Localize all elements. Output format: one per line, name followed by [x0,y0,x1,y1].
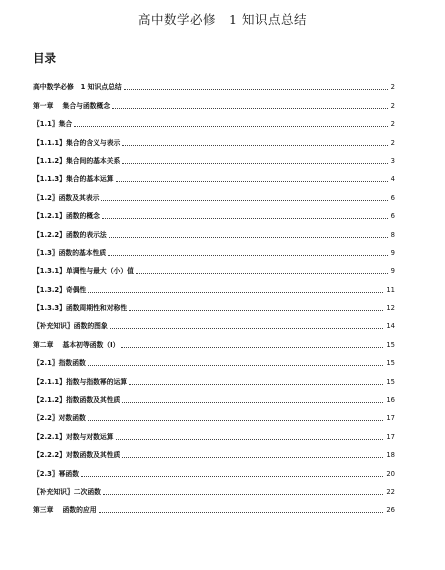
toc-leader-dots [81,475,383,477]
toc-page-number: 3 [390,156,395,165]
toc-page-number: 26 [386,506,395,515]
toc-leader-dots [122,162,387,164]
toc-entry-text: 第一章 集合与函数概念 [33,101,111,110]
toc-page-number: 15 [386,359,395,368]
toc-entry[interactable] [33,312,395,330]
toc-page-number: 2 [390,138,395,147]
toc-leader-dots [116,438,384,440]
toc-entry[interactable] [33,257,395,275]
toc-page-number: 18 [386,451,395,460]
toc-entry-text: 〖2.2〗对数函数 [33,414,86,423]
toc-entry[interactable] [33,404,395,422]
toc-leader-dots [109,236,388,238]
toc-entry[interactable] [33,165,395,183]
toc-entry[interactable] [33,128,395,146]
toc-page-number: 9 [390,267,395,276]
toc-entry-text: 【2.2.1】对数与对数运算 [33,432,114,441]
toc-entry-text: 〖2.3〗幂函数 [33,469,80,478]
toc-leader-dots [74,125,387,127]
toc-page-number: 15 [386,377,395,386]
toc-leader-dots [116,180,388,182]
toc-leader-dots [99,511,384,513]
toc-entry-text: 〖1.1〗集合 [33,120,73,129]
toc-leader-dots [124,88,388,90]
toc-page-number: 2 [390,101,395,110]
toc-leader-dots [129,383,383,385]
toc-leader-dots [129,309,383,311]
toc-entry-text: 【1.1.1】集合的含义与表示 [33,138,121,147]
toc-leader-dots [122,144,387,146]
toc-entry-text: 〖1.3〗函数的基本性质 [33,248,107,257]
toc-entry-text: 〖补充知识〗二次函数 [33,487,101,496]
toc-entry-text: 【1.2.1】函数的概念 [33,212,100,221]
toc-entry[interactable] [33,349,395,367]
toc-entry[interactable] [33,239,395,257]
toc-page-number: 14 [386,322,395,331]
toc-entry-text: 高中数学必修 1 知识点总结 [33,83,122,92]
toc-entry[interactable] [33,367,395,385]
toc-page-number: 16 [386,396,395,405]
toc-entry-text: 〖补充知识〗函数的图象 [33,322,108,331]
toc-page-number: 17 [386,414,395,423]
document-title: 高中数学必修 1 知识点总结 [138,12,307,27]
toc-entry-text: 〖2.1〗指数函数 [33,359,86,368]
toc-entry[interactable] [33,275,395,293]
toc-leader-dots [110,327,384,329]
toc-leader-dots [136,272,388,274]
toc-leader-dots [103,493,383,495]
toc-entry-text: 〖1.2〗函数及其表示 [33,193,100,202]
toc-entry-text: 【1.1.3】集合的基本运算 [33,175,114,184]
toc-page-number: 2 [390,120,395,129]
toc-entry-text: 【1.3.3】函数周期性和对称性 [33,304,128,313]
toc-leader-dots [102,217,388,219]
toc-page-number: 6 [390,212,395,221]
toc-entry-text: 第二章 基本初等函数（Ⅰ） [33,340,120,349]
toc-entry[interactable] [33,386,395,404]
toc-leader-dots [101,199,387,201]
toc-page-number: 2 [390,83,395,92]
toc-entry[interactable] [33,330,395,348]
toc-entry[interactable] [33,91,395,109]
toc-leader-dots [88,291,383,293]
toc-entry[interactable] [33,202,395,220]
toc-leader-dots [112,107,388,109]
toc-entry[interactable] [33,110,395,128]
toc-entry[interactable] [33,220,395,238]
toc-entry-text: 【1.1.2】集合间的基本关系 [33,156,121,165]
toc-page-number: 12 [386,304,395,313]
toc-entry[interactable] [33,478,395,496]
toc-leader-dots [88,419,384,421]
toc-entry-text: 【2.1.1】指数与指数幂的运算 [33,377,128,386]
toc-entry[interactable] [33,183,395,201]
toc-page-number: 8 [390,230,395,239]
toc-page-number: 4 [390,175,395,184]
toc-entry-text: 【1.3.2】奇偶性 [33,285,87,294]
toc-page-number: 20 [386,469,395,478]
toc-entry-text: 【1.2.2】函数的表示法 [33,230,107,239]
toc-page-number: 15 [386,340,395,349]
toc-entry-text: 【2.2.2】对数函数及其性质 [33,451,121,460]
toc-leader-dots [108,254,387,256]
toc-entry-text: 第三章 函数的应用 [33,506,97,515]
table-of-contents [33,73,395,514]
toc-page-number: 22 [386,487,395,496]
toc-entry[interactable] [33,73,395,91]
toc-entry[interactable] [33,294,395,312]
toc-page-number: 11 [386,285,395,294]
toc-heading: 目录 [33,51,56,65]
toc-leader-dots [122,401,383,403]
toc-page-number: 6 [390,193,395,202]
toc-page-number: 17 [386,432,395,441]
toc-leader-dots [88,364,384,366]
toc-entry[interactable] [33,441,395,459]
toc-leader-dots [122,456,383,458]
toc-page-number: 9 [390,248,395,257]
toc-entry[interactable] [33,422,395,440]
toc-entry-text: 【1.3.1】单调性与最大（小）值 [33,267,134,276]
toc-entry[interactable] [33,459,395,477]
toc-entry[interactable] [33,147,395,165]
toc-leader-dots [121,346,383,348]
toc-entry[interactable] [33,496,395,514]
toc-entry-text: 【2.1.2】指数函数及其性质 [33,396,121,405]
